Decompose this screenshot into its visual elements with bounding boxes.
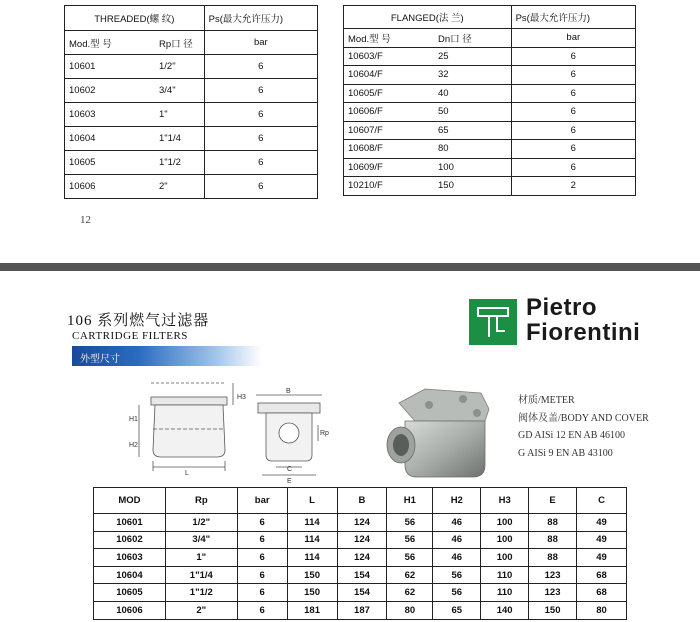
dimensions-table xyxy=(93,487,627,620)
dims-header-cell: bar xyxy=(237,488,287,514)
table-cell: 10603 xyxy=(94,549,166,567)
table-row xyxy=(65,175,318,199)
table-cell: 100 xyxy=(481,514,529,532)
row-size: 1"1/2 xyxy=(159,157,181,168)
table-cell: 114 xyxy=(287,531,337,549)
row-mod: 10606 xyxy=(69,181,96,192)
dim-e-label: E xyxy=(287,478,292,485)
table-cell: 6 xyxy=(204,127,317,151)
table-cell: 6 xyxy=(204,103,317,127)
table-cell: 123 xyxy=(529,584,577,602)
table-cell: 6 xyxy=(204,175,317,199)
table-cell: 10604 xyxy=(94,566,166,584)
table-row xyxy=(65,55,318,79)
subheader-mod-size xyxy=(65,31,205,55)
filter-product-photo xyxy=(385,383,495,483)
table-cell: 123 xyxy=(529,566,577,584)
table-cell: 56 xyxy=(433,584,481,602)
table-row xyxy=(344,103,636,122)
row-mod: 10604/F xyxy=(348,69,383,81)
table-row xyxy=(344,140,636,159)
table-cell: 88 xyxy=(529,549,577,567)
threaded-header-pressure: Ps(最大允许压力) xyxy=(204,6,317,31)
table-cell: 49 xyxy=(577,514,627,532)
table-cell: 10606 xyxy=(94,601,166,619)
table-cell: 6 xyxy=(511,84,635,103)
table-cell: 6 xyxy=(511,158,635,177)
row-size: 80 xyxy=(438,143,449,155)
dims-header-cell: C xyxy=(577,488,627,514)
table-cell: 46 xyxy=(433,514,481,532)
row-mod: 10603 xyxy=(69,109,96,120)
dims-header-cell: B xyxy=(337,488,387,514)
flanged-table xyxy=(343,5,636,196)
table-cell: 1/2" xyxy=(165,514,237,532)
row-mod: 10609/F xyxy=(348,161,383,173)
subheader-mod: Mod.型 号 xyxy=(348,33,391,45)
row-mod: 10608/F xyxy=(348,143,383,155)
flanged-header-row xyxy=(344,6,636,29)
row-mod: 10605 xyxy=(69,157,96,168)
material-title: 材质/METER xyxy=(518,395,575,406)
table-cell: 6 xyxy=(511,140,635,159)
table-cell: 1"1/4 xyxy=(165,566,237,584)
dims-header-cell: MOD xyxy=(94,488,166,514)
row-size: 25 xyxy=(438,50,449,62)
dim-c-label: C xyxy=(287,466,293,473)
row-mod-size xyxy=(344,103,512,122)
row-size: 2" xyxy=(159,181,168,192)
threaded-header-row xyxy=(65,6,318,31)
product-title-en: CARTRIDGE FILTERS xyxy=(72,330,188,342)
table-row xyxy=(344,158,636,177)
dim-h2-label: H2 xyxy=(129,442,138,449)
table-cell: 80 xyxy=(577,601,627,619)
dim-h3-label: H3 xyxy=(237,394,246,401)
row-mod: 10602 xyxy=(69,85,96,96)
table-row xyxy=(94,584,627,602)
table-cell: 6 xyxy=(237,514,287,532)
table-cell: 62 xyxy=(387,584,433,602)
table-cell: 154 xyxy=(337,566,387,584)
page-number: 12 xyxy=(80,214,91,226)
dim-l-label: L xyxy=(185,470,189,477)
table-cell: 10602 xyxy=(94,531,166,549)
table-row xyxy=(94,601,627,619)
table-row xyxy=(344,177,636,196)
table-cell: 56 xyxy=(433,566,481,584)
dims-header-cell: E xyxy=(529,488,577,514)
table-cell: 6 xyxy=(511,103,635,122)
table-cell: 1" xyxy=(165,549,237,567)
material-line1: 阀体及盖/BODY AND COVER xyxy=(518,412,649,424)
table-cell: 10601 xyxy=(94,514,166,532)
row-mod-size xyxy=(65,127,205,151)
brand-logo-icon xyxy=(469,299,517,345)
table-cell: 110 xyxy=(481,566,529,584)
row-size: 32 xyxy=(438,69,449,81)
row-mod-size xyxy=(344,47,512,66)
table-cell: bar xyxy=(204,31,317,55)
table-row xyxy=(65,151,318,175)
brand-name-line2: Fiorentini xyxy=(526,319,641,346)
row-size: 40 xyxy=(438,87,449,99)
row-size: 150 xyxy=(438,180,454,192)
subheader-size: Rp口 径 xyxy=(159,38,193,50)
table-cell: 1"1/2 xyxy=(165,584,237,602)
table-cell: 68 xyxy=(577,584,627,602)
dims-header-row xyxy=(94,488,627,514)
table-cell: 6 xyxy=(204,79,317,103)
row-mod-size xyxy=(344,84,512,103)
row-mod: 10601 xyxy=(69,61,96,72)
row-mod-size xyxy=(65,151,205,175)
table-cell: 2" xyxy=(165,601,237,619)
table-cell: 110 xyxy=(481,584,529,602)
table-cell: 68 xyxy=(577,566,627,584)
brand-name-line1: Pietro xyxy=(526,294,598,321)
material-line2: GD AISi 12 EN AB 46100 xyxy=(518,430,625,441)
table-subheader-row xyxy=(65,31,318,55)
table-cell: 49 xyxy=(577,549,627,567)
table-subheader-row xyxy=(344,29,636,48)
table-row xyxy=(94,531,627,549)
material-spec xyxy=(518,392,649,462)
row-mod-size xyxy=(344,121,512,140)
table-cell: 124 xyxy=(337,549,387,567)
table-cell: 49 xyxy=(577,531,627,549)
table-cell: 80 xyxy=(387,601,433,619)
row-size: 3/4" xyxy=(159,85,176,96)
material-line3: G AISi 9 EN AB 43100 xyxy=(518,447,613,459)
table-cell: 6 xyxy=(237,601,287,619)
threaded-header-title: THREADED(螺 纹) xyxy=(65,6,205,31)
table-cell: 2 xyxy=(511,177,635,196)
side-view-drawing xyxy=(252,385,332,485)
row-mod-size xyxy=(65,79,205,103)
dim-h1-label: H1 xyxy=(129,416,138,423)
table-row xyxy=(65,127,318,151)
table-cell: 6 xyxy=(511,66,635,85)
table-cell: 10605 xyxy=(94,584,166,602)
row-mod: 10605/F xyxy=(348,87,383,99)
row-size: 1/2" xyxy=(159,61,176,72)
section-divider xyxy=(0,263,700,271)
table-cell: 6 xyxy=(511,121,635,140)
table-cell: 56 xyxy=(387,549,433,567)
table-cell: 150 xyxy=(287,584,337,602)
table-cell: 100 xyxy=(481,549,529,567)
table-row xyxy=(65,79,318,103)
table-cell: 114 xyxy=(287,514,337,532)
row-mod-size xyxy=(344,140,512,159)
table-cell: 6 xyxy=(204,55,317,79)
table-cell: 154 xyxy=(337,584,387,602)
subheader-mod-size xyxy=(344,29,512,48)
table-cell: 6 xyxy=(237,549,287,567)
table-cell: 187 xyxy=(337,601,387,619)
table-cell: 181 xyxy=(287,601,337,619)
row-mod-size xyxy=(65,55,205,79)
row-mod-size xyxy=(65,103,205,127)
table-row xyxy=(94,566,627,584)
brand-name xyxy=(526,295,640,345)
table-row xyxy=(65,103,318,127)
table-row xyxy=(344,47,636,66)
row-size: 1"1/4 xyxy=(159,133,181,144)
row-size: 1" xyxy=(159,109,168,120)
dims-header-cell: L xyxy=(287,488,337,514)
row-mod: 10607/F xyxy=(348,124,383,136)
table-cell: 124 xyxy=(337,514,387,532)
row-mod: 10604 xyxy=(69,133,96,144)
table-cell: 3/4" xyxy=(165,531,237,549)
table-cell: 62 xyxy=(387,566,433,584)
row-mod: 10210/F xyxy=(348,180,383,192)
dim-rp-label: Rp xyxy=(320,430,329,437)
row-mod: 10603/F xyxy=(348,50,383,62)
table-cell: 88 xyxy=(529,531,577,549)
front-view-drawing xyxy=(125,375,265,485)
dims-header-cell: H3 xyxy=(481,488,529,514)
table-cell: 46 xyxy=(433,549,481,567)
table-cell: 150 xyxy=(287,566,337,584)
subheader-mod: Mod.型 号 xyxy=(69,38,112,50)
table-cell: 56 xyxy=(387,514,433,532)
table-row xyxy=(344,84,636,103)
table-row xyxy=(94,514,627,532)
row-mod-size xyxy=(344,66,512,85)
dims-header-cell: Rp xyxy=(165,488,237,514)
row-size: 65 xyxy=(438,124,449,136)
table-row xyxy=(344,66,636,85)
row-size: 100 xyxy=(438,161,454,173)
table-cell: 46 xyxy=(433,531,481,549)
table-cell: bar xyxy=(511,29,635,48)
table-cell: 6 xyxy=(237,531,287,549)
section-label: 外型尺寸 xyxy=(80,354,120,365)
row-size: 50 xyxy=(438,106,449,118)
subheader-size: Dn口 径 xyxy=(438,33,472,45)
threaded-table xyxy=(64,5,318,199)
flanged-header-title: FLANGED(法 兰) xyxy=(344,6,512,29)
table-cell: 88 xyxy=(529,514,577,532)
table-cell: 6 xyxy=(237,584,287,602)
table-row xyxy=(344,121,636,140)
table-cell: 100 xyxy=(481,531,529,549)
table-cell: 6 xyxy=(237,566,287,584)
row-mod-size xyxy=(344,177,512,196)
row-mod: 10606/F xyxy=(348,106,383,118)
flanged-header-pressure: Ps(最大允许压力) xyxy=(511,6,635,29)
table-cell: 140 xyxy=(481,601,529,619)
dim-b-label: B xyxy=(286,388,291,395)
dims-header-cell: H1 xyxy=(387,488,433,514)
table-cell: 114 xyxy=(287,549,337,567)
table-cell: 124 xyxy=(337,531,387,549)
table-cell: 56 xyxy=(387,531,433,549)
table-cell: 65 xyxy=(433,601,481,619)
table-cell: 150 xyxy=(529,601,577,619)
table-cell: 6 xyxy=(511,47,635,66)
dims-header-cell: H2 xyxy=(433,488,481,514)
row-mod-size xyxy=(65,175,205,199)
table-cell: 6 xyxy=(204,151,317,175)
product-title-cn: 106 系列燃气过滤器 xyxy=(67,313,210,329)
row-mod-size xyxy=(344,158,512,177)
table-row xyxy=(94,549,627,567)
